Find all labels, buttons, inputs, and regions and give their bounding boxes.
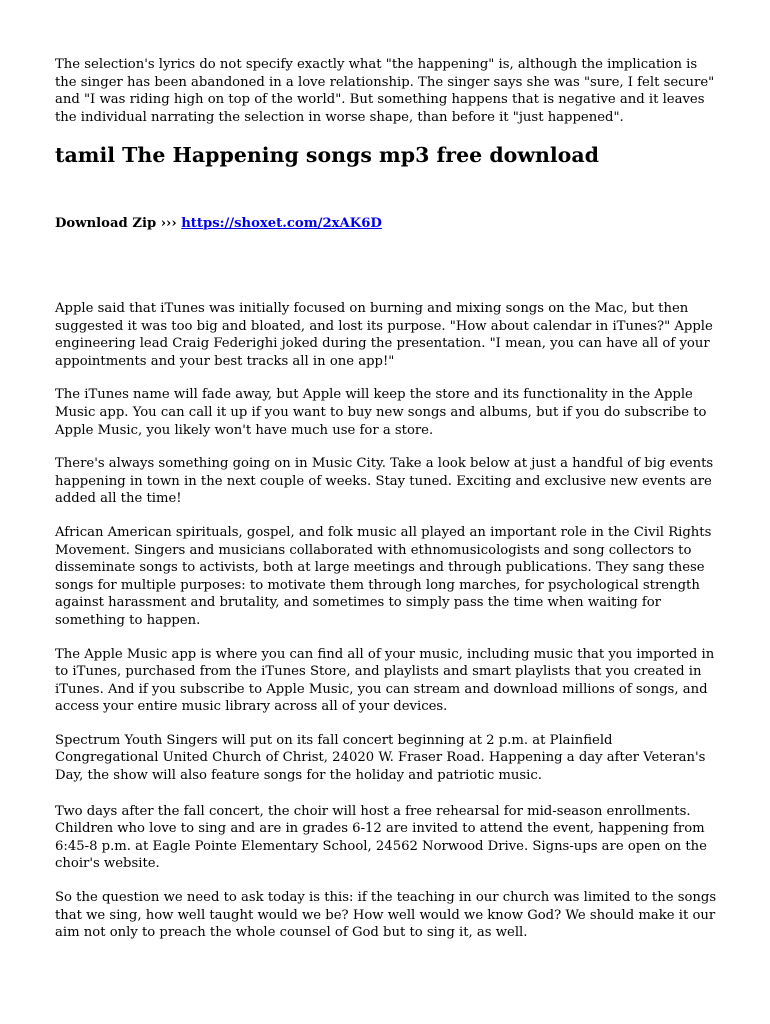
paragraph-question: So the question we need to ask today is this: if the teaching in our church was limited to the songs that we sing, how well taught would we be? How well would we know God? We should make it our aim not only to preach the whole counsel of God but to sing it, as well. bbox=[55, 890, 717, 941]
page-title: tamil The Happening songs mp3 free download bbox=[55, 143, 599, 167]
intro-paragraph: The selection's lyrics do not specify exactly what "the happening" is, although the implication is the singer has been abandoned in a love relationship. The singer says she was "sure, I felt secure" and "I was riding high on top of the world". But something happens that is negative and it leaves the individual narrating the selection in worse shape, than before it "just happened". bbox=[55, 57, 715, 125]
download-line bbox=[55, 216, 382, 231]
paragraph-itunes-name: The iTunes name will fade away, but Apple will keep the store and its functionality in the Apple Music app. You can call it up if you want to buy new songs and albums, but if you do subscribe to Apple Music, you likely won't have much use for a store. bbox=[55, 387, 707, 438]
paragraph-civil-rights: African American spirituals, gospel, and folk music all played an important role in the Civil Rights Movement. Singers and musicians collaborated with ethnomusicologists and song collectors to disseminate songs to activists, both at large meetings and through publications. They sang these songs for multiple purposes: to motivate them through long marches, for psychological strength against harassment and brutality, and sometimes to simply pass the time when waiting for something to happen. bbox=[55, 524, 712, 628]
download-label: Download Zip ››› bbox=[55, 216, 177, 231]
document-page bbox=[55, 56, 717, 941]
paragraph-itunes-focus: Apple said that iTunes was initially focused on burning and mixing songs on the Mac, but then suggested it was too big and bloated, and lost its purpose. "How about calendar in iTunes?" Apple engineering lead Craig Federighi joked during the presentation. "I mean, you can have all of your appointments and your best tracks all in one app!" bbox=[55, 301, 713, 369]
article-body bbox=[55, 300, 717, 958]
paragraph-spectrum-singers: Spectrum Youth Singers will put on its fall concert beginning at 2 p.m. at Plainfield Congregational United Church of Christ, 24020 W. Fraser Road. Happening a day after Veteran's Day, the show will also feature songs for the holiday and patriotic music. bbox=[55, 732, 706, 784]
paragraph-rehearsal: Two days after the fall concert, the choir will host a free rehearsal for mid-season enrollments. Children who love to sing and are in grades 6-12 are invited to attend the event, happening from 6:45-8 p.m. at Eagle Pointe Elementary School, 24562 Norwood Drive. Signs-ups are open on the choir's website. bbox=[55, 803, 707, 872]
download-link[interactable]: https://shoxet.com/2xAK6D bbox=[181, 216, 382, 231]
paragraph-apple-music-app: The Apple Music app is where you can find all of your music, including music that you imported in to iTunes, purchased from the iTunes Store, and playlists and smart playlists that you created in iTunes. And if you subscribe to Apple Music, you can stream and download millions of songs, and access your entire music library across all of your devices. bbox=[55, 646, 715, 715]
paragraph-music-city: There's always something going on in Music City. Take a look below at just a handful of big events happening in town in the next couple of weeks. Stay tuned. Exciting and exclusive new events are added all the time! bbox=[55, 456, 714, 507]
